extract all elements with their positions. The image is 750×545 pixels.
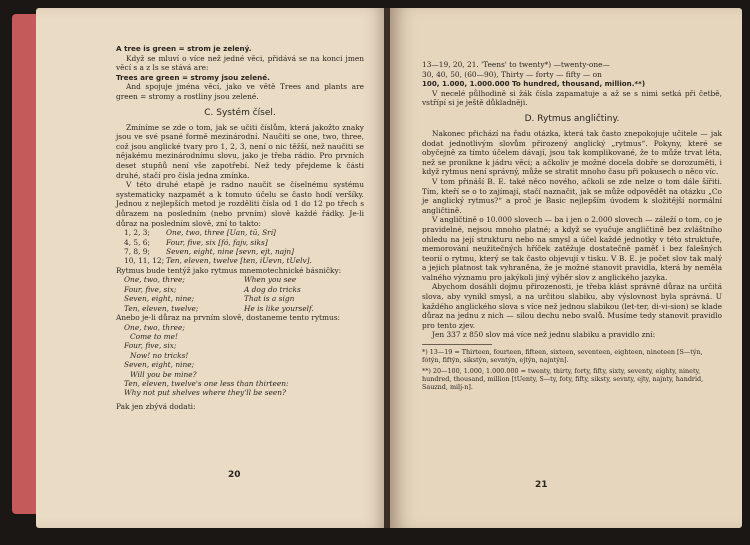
section-heading-d: D. Rytmus angličtiny. xyxy=(524,113,620,124)
top-line-1: 13—19, 20, 21. 'Teens' to twenty*) —twenty-one— xyxy=(422,60,610,69)
intro-line-2: Když se mluví o více než jedné věci, přidává se na konci jmen věcí s a z ls se stává are: xyxy=(116,53,364,73)
top-line-2: 30, 40, 50, (60—90), Thirty — forty — fifty — on xyxy=(422,69,602,79)
list-item: 1, 2, 3; One, two, three [Uan, tū, Srí] xyxy=(124,228,276,238)
paragraph: V angličtině o 10.000 slovech — ba i jen o 2.000 slovech — záleží o tom, co je pravidelné, nejsou mnoho platné; a když se vyučuje angličtině bez zvláštního ohledu na její strukturu nebo na smysl a účel každé jednotky v této struktuře, memorování neužitečných hříček zatěžuje dostatečně paměť i bez falešných teorií o rytmu, který se tak často objevují v tisku. V B. E. je počet slov tak malý a jejich platnost tak vyhraněna, že je možné stanovit pravidla, která by neměla valného významu pro jakýkoli jiný výběr slov z anglického jazyka. xyxy=(422,215,723,282)
verse-pair xyxy=(124,275,364,313)
number-list xyxy=(124,228,364,266)
verse-right: When you see A dog do tricks That is a sign He is like yourself. xyxy=(244,275,314,313)
paragraph: Zmíníme se zde o tom, jak se učiti číslům, která jakožto znaky jsou ve své psané formě mezinárodní. Naučiti se one, two, three, což jsou anglické tvary pro 1, 2, 3, není o nic těžší, než naučiti se nějakému mezinárodnímu slovu, jako je třeba rádio. Pro prvních deset stupňů není vše zapotřebí. Než tedy přejdeme k části druhé, stačí pro čísla jedna zmínka. xyxy=(116,122,364,180)
list-item: 4, 5, 6; Four, five, six [fó, fajv, siks] xyxy=(124,237,268,247)
top-line-4: V necelé půlhodině si žák čísla zapamatuje a až se s nimi setká při četbě, vstřípí si je ještě důkladněji. xyxy=(422,88,722,108)
top-line-3: 100, 1.000, 1.000.000 To hundred, thousand, million.**) xyxy=(422,79,646,89)
closing-line: Pak jen zbývá dodati: xyxy=(116,401,196,411)
footnote-2: **) 20—100, 1.000, 1.000.000 = twenty, thirty, forty, fifty, sixty, seventy, eighty, ninety, hundred, thousand, million [tUenty, S—ty, foty, fifty, siksty, sevnty, ejty, najnty, handrid, Sauznd, milj-n]. xyxy=(422,367,704,392)
left-page xyxy=(36,8,386,528)
paragraph: Nakonec přichází na řadu otázka, která tak často znepokojuje učitele — jak dodat jednotlivým slovům přirozený anglický „rytmus“. Pokyny, které se obyčejně za tímto účelem dávají, jsou tak komplikované, že to může trvat léta, než se pronikne k jádru věci; a ačkoliv je možné docela dobře se dorozuměti, i když rytmus není správný, může se stratit mnoho času při pokusech o něco víc. xyxy=(422,128,722,177)
paragraph: V tom přináší B. E. také něco nového, ačkoli se zde nelze o tom dále šířiti. Tím, kteří se o to zajímají, stačí naznačit, jak se může odpovědět na otázku „Co je anglický rytmus?“ a proč je Basic nejlepším úvodem k složitější normální angličtině. xyxy=(422,176,722,215)
footnote-rule xyxy=(422,344,492,345)
verse-second: One, two, three; Come to me! Four, five, six; Now! no tricks! Seven, eight, nine; Will you be mine? Ten, eleven, twelve's one less than thirteen: Why not put shelves where they'll be seen? xyxy=(124,322,289,398)
right-page xyxy=(390,8,742,528)
intro-line-1: A tree is green = strom je zelený. xyxy=(116,44,252,53)
footnote-1: *) 13—19 = Thirteen, fourteen, fifteen, sixteen, seventeen, eighteen, nineteen [S—týn, fótýn, fiftýn, sikstýn, sevntýn, ejtýn, najntýn]. xyxy=(422,348,703,365)
verse-left: One, two, three; Four, five, six; Seven, eight, nine; Ten, eleven, twelve; xyxy=(124,275,199,313)
paragraph: V této druhé etapě je radno naučit se číselnému systému systematicky nazpamět a k tomuto účelu se často hodí veršíky. Jednou z nejlepších metod je rozděliti čísla od 1 do 12 po třech s důrazem na posledním (nebo prvním) slově každé řádky. Je-li důraz na posledním slově, zní to takto: xyxy=(116,180,364,228)
section-heading-c: C. Systém čísel. xyxy=(204,107,276,118)
intro-line-4: And spojuje jména věcí, jako ve větě Trees and plants are green = stromy a rostliny jsou zelené. xyxy=(116,82,364,101)
page-number-right: 21 xyxy=(535,480,548,490)
list-item: 7, 8, 9; Seven, eight, nine [sevn, ejt, najn] xyxy=(124,246,295,256)
page-number-left: 20 xyxy=(228,470,241,480)
paragraph: Jen 337 z 850 slov má více než jednu slabiku a pravidlo zní: xyxy=(432,330,656,340)
first-word-intro: Anebo je-li důraz na prvním slově, dostaneme tento rytmus: xyxy=(116,312,341,322)
rhythm-intro: Rytmus bude tentýž jako rytmus mnemotechnické básničky: xyxy=(116,265,342,275)
paragraph: Abychom dosáhli dojmu přirozenosti, je třeba klást správně důraz na určitá slova, aby vynikl smysl, a na určitou slabiku, aby výslovnost byla správná. U každého anglického slova s více než jednou slabikou (let-ter, di-vi-sion) se klade důraz na jednu z nich — silou dechu nebo svalů. Musíme tedy stanovit pravidlo pro tento zjev. xyxy=(422,282,722,330)
list-item: 10, 11, 12; Ten, eleven, twelve [ten, iUevn, tUelv]. xyxy=(124,256,312,266)
intro-line-3: Trees are green = stromy jsou zelené. xyxy=(116,72,270,82)
